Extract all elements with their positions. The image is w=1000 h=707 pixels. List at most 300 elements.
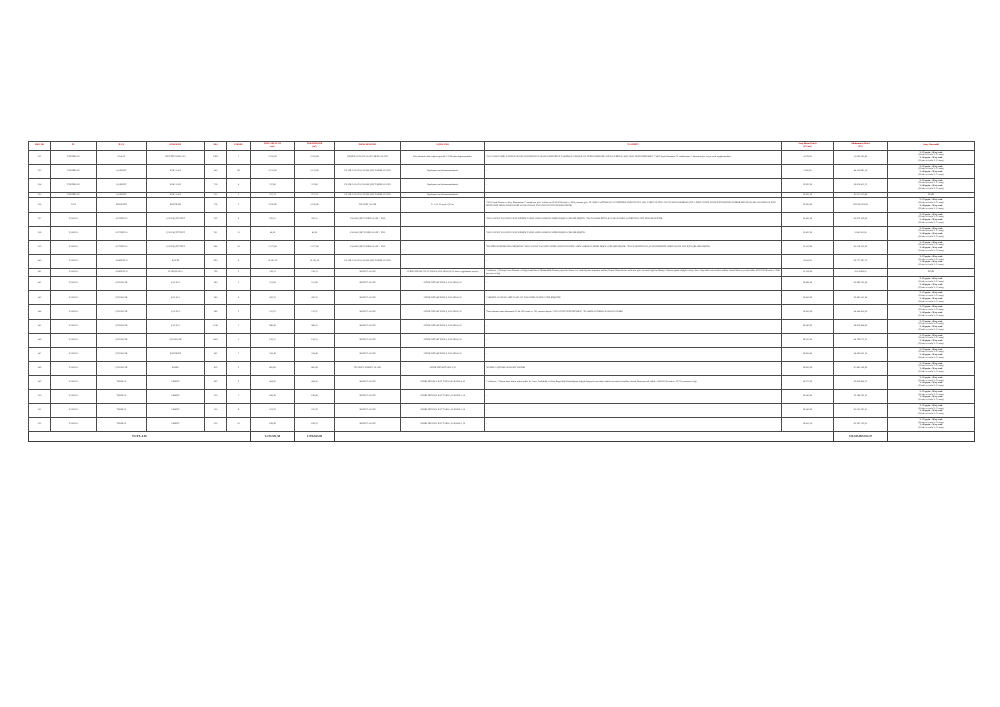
- header-toplam-alan-unit: (m²): [270, 144, 275, 148]
- cell-ada: 2801: [205, 333, 227, 347]
- cell-ada: 944: [205, 240, 227, 254]
- cell-muhammen-bedel: 82.659.664,72: [834, 375, 888, 389]
- cell-il: YALOVA: [51, 212, 97, 226]
- cell-sira-no: 535: [29, 192, 51, 198]
- cell-satis-birim-bedeli: 38.269,00: [782, 319, 834, 333]
- cell-muhammen-bedel: 84.540.456,50: [834, 305, 888, 319]
- cell-ada: 286: [205, 305, 227, 319]
- cell-ilce: ŞARKÖY: [97, 192, 147, 198]
- header-il: [51, 142, 97, 151]
- cell-il: YALOVA: [51, 291, 97, 305]
- cell-taahhut: *KAME LAŞTIRMA KARARI VARDIR: [485, 361, 782, 375]
- cell-toplam-alan: 551,98: [251, 277, 295, 291]
- cell-sira-no: 534: [29, 178, 51, 192]
- cell-toki-hissesi: 10.165,20: [295, 254, 335, 268]
- cell-aciklama: Yapılaşma izni bulunmamaktadır.: [401, 164, 485, 178]
- header-ilce-label: İLÇE: [118, 143, 125, 147]
- satis-alternatifi-line: (Yüzde en fazla % 25 artış): [918, 181, 944, 185]
- cell-imar-durumu: KONUT ALANI: [335, 268, 401, 277]
- satis-alternatifi-line: % 40 peşin - 36 ay vade: [919, 395, 943, 399]
- cell-mahalle-koy: ESENKÖY: [147, 347, 205, 361]
- cell-il: YALOVA: [51, 361, 97, 375]
- satis-alternatifi-line: % 40 peşin - 36 ay vade: [919, 367, 943, 371]
- cell-toki-hissesi: 551,98: [295, 277, 335, 291]
- header-mahalle-koy: [147, 142, 205, 151]
- satis-alternatifi-line: (Yüzde en fazla % 25 artış): [918, 378, 944, 382]
- cell-mahalle-koy: BAYIR: [147, 254, 205, 268]
- satis-alternatifi-line: % 25 peşin - 48 ay vade: [919, 212, 943, 216]
- cell-sira-no: 546: [29, 333, 51, 347]
- cell-sira-no: 537: [29, 212, 51, 226]
- satis-alternatifi-line: % 25 peşin - 48 ay vade: [919, 150, 943, 154]
- table-row: [29, 417, 975, 431]
- cell-parsel: 89: [227, 164, 251, 178]
- cell-toki-hissesi: 317,66: [295, 178, 335, 192]
- cell-parsel: 21: [227, 226, 251, 240]
- cell-satis-alternatifi: [888, 150, 975, 164]
- satis-alternatifi-line: (Yüzde en fazla % 15 artış): [918, 412, 944, 416]
- cell-toki-hissesi: 782,15: [295, 212, 335, 226]
- table-row: [29, 212, 975, 226]
- satis-alternatifi-line: % 25 peşin - 48 ay vade: [919, 240, 943, 244]
- cell-mahalle-koy: AKKÖY: [147, 389, 205, 403]
- table-row: [29, 277, 975, 291]
- satis-alternatifi-line: % 40 peşin - 36 ay vade: [919, 310, 943, 314]
- satis-alternatifi-line: (Yüzde en fazla % 25 artış): [918, 294, 944, 298]
- cell-muhammen-bedel: 84.679.464,00: [834, 319, 888, 333]
- cell-satis-alternatifi: [888, 375, 975, 389]
- cell-mahalle-koy: BÜYÜKYONCALI: [147, 150, 205, 164]
- cell-parsel: 2: [227, 361, 251, 375]
- cell-ilce: ÇINARCIK: [97, 319, 147, 333]
- cell-parsel: 8: [227, 403, 251, 417]
- cell-satis-birim-bedeli: 38.494,00: [782, 277, 834, 291]
- cell-il: YALOVA: [51, 277, 97, 291]
- header-ilce: [97, 142, 147, 151]
- cell-parsel: 4: [227, 178, 251, 192]
- cell-satis-alternatifi: [888, 164, 975, 178]
- cell-ada: 140: [205, 164, 227, 178]
- satis-alternatifi-line: % 40 peşin - 36 ay vade: [919, 296, 943, 300]
- header-sira-no: [29, 142, 51, 151]
- cell-aciklama: [401, 240, 485, 254]
- cell-toplam-alan: 3.220,86: [251, 198, 295, 212]
- header-satis-alternatifi-label: Satış Alternatifi: [923, 143, 939, 147]
- cell-satis-alternatifi: [888, 389, 975, 403]
- cell-satis-birim-bedeli: 38.459,00: [782, 291, 834, 305]
- cell-ada: 2316: [205, 319, 227, 333]
- cell-toki-hissesi: 811,29: [295, 403, 335, 417]
- cell-satis-birim-bedeli: 38.272,00: [782, 375, 834, 389]
- cell-toki-hissesi: 3.220,86: [295, 198, 335, 212]
- header-satis-birim-bedeli-unit: (TL/m2): [803, 144, 812, 148]
- satis-alternatifi-line: % 40 peşin - 36 ay vade: [919, 232, 943, 236]
- cell-taahhut: *3621 Sayılı Kanun ve Kıyı Kanununun 7. maddesine göre belirlenen 09.08.2016 tarih ve 3634 yazısına göre *İLAME LASTİRMASI A TARİHİNDE KURULU İLE 2001 TARİH VE SİTE ADI *KANUN DEMİRLİ ÇİTLA PERİ ANTEN STRECKEN DEĞERLENDİRİLMESİ KARARI ARASINDAN İÇİN MÜTEAKİP, İMAR PARSELLERİ ARAKALMASI ZYASYON HATTI EKLENECEKTİR.: [485, 198, 782, 212]
- header-muhammen-bedel: [834, 142, 888, 151]
- cell-satis-birim-bedeli: 52.832,00: [782, 178, 834, 192]
- table-row: [29, 403, 975, 417]
- cell-ada: 260: [205, 277, 227, 291]
- cell-imar-durumu: 1/50.000 ÇDP TARIM ALANI + YOL: [335, 212, 401, 226]
- header-parsel-label: PARSEL: [233, 143, 243, 147]
- cell-toplam-alan: 865,68: [251, 361, 295, 375]
- cell-sira-no: 541: [29, 268, 51, 277]
- cell-taahhut: -: [485, 347, 782, 361]
- cell-parsel: 1: [227, 319, 251, 333]
- cell-imar-durumu: PLANLI ALAN (1/50.000 ÇDP TARIM ALANI): [335, 178, 401, 192]
- satis-alternatifi-line: (Yüzde en fazla % 15 artış): [918, 370, 944, 373]
- satis-alternatifi-line: % 25 peşin - 48 ay vade: [919, 375, 943, 379]
- header-muhammen-bedel-label: Muhammen Bedel: [851, 142, 870, 145]
- satis-alternatifi-line: (Yüzde en fazla % 15 artış): [918, 285, 944, 289]
- cell-il: TEKİRDAĞ: [51, 150, 97, 164]
- cell-toki-hissesi: 865,68: [295, 361, 335, 375]
- cell-mahalle-koy: ÇAVUŞÇİFTLİĞİ: [147, 240, 205, 254]
- satis-alternatifi-line: % 25 peşin - 48 ay vade: [919, 226, 943, 230]
- cell-il: YALOVA: [51, 375, 97, 389]
- cell-aciklama: AYRIK NİZAM TAKS:0,15 KAKS:0,35: [401, 333, 485, 347]
- cell-il: YALOVA: [51, 254, 97, 268]
- cell-satis-alternatifi: [888, 305, 975, 319]
- header-satis-birim-bedeli: [782, 142, 834, 151]
- cell-toplam-alan: 782,15: [251, 212, 295, 226]
- cell-mahalle-koy: ÇALICA: [147, 319, 205, 333]
- property-sale-table: [28, 141, 975, 442]
- cell-sira-no: 548: [29, 361, 51, 375]
- cell-toplam-alan: 1.577,80: [251, 240, 295, 254]
- cell-toplam-alan: 257,74: [251, 192, 295, 198]
- cell-taahhut: *6831 SAYILI YASANIN 2/B Bİ GİRMİŞ YAZISI ADINA ORMAN SINIRI DIŞINA ÇIKARILMIŞTIR.: [485, 226, 782, 240]
- cell-il: YALOVA: [51, 403, 97, 417]
- satis-alternatifi-line: (Yüzde en fazla % 25 artış): [918, 308, 944, 312]
- cell-muhammen-bedel: 83.891.547,00: [834, 291, 888, 305]
- cell-imar-durumu: KONUT ALANI: [335, 277, 401, 291]
- cell-aciklama: AYRIK NİZAM TAKS:0,15 KAKS:0,35: [401, 305, 485, 319]
- satis-alternatifi-line: (Yüzde en fazla % 15 artış): [918, 263, 944, 267]
- satis-alternatifi-line: (Yüzde en fazla % 25 artış): [918, 392, 944, 396]
- cell-taahhut: *Asıllarıca, 1,60 taşılı Arsa Ürünün ve Değerlendirilmesi Hükümlülük Kurum yapıcılıca direnci ve eksik biçimin taşınmaz naklini, Kurun Hizmetlerine tarifesine göre üzerinde ilgili bu Mahiye. Bakanı günün değişik (eksiye ilave olup sahile tazerinizler tadiline olmak Muteveye tadi edildi. 49113/2016 tarih ve 3942 yazısına isi ilgi.: [485, 268, 782, 277]
- cell-aciklama: AYDIK NİZAM 2 KAT TAKS:1,05 KAKS:1,10: [401, 389, 485, 403]
- satis-alternatifi-line: (Yüzde en fazla % 25 artış): [918, 243, 944, 247]
- satis-alternatifi-line: % 40 peşin - 36 ay vade: [919, 184, 943, 188]
- satis-alternatifi-line: % 25 peşin - 48 ay vade: [919, 319, 943, 323]
- header-il-label: İL: [72, 143, 75, 147]
- cell-parsel: 7: [227, 389, 251, 403]
- cell-satis-birim-bedeli: 53.422,00: [782, 212, 834, 226]
- cell-mahalle-koy: AKKÖY: [147, 403, 205, 417]
- cell-satis-alternatifi: [888, 417, 975, 431]
- cell-toki-hissesi: 5.153,06: [295, 164, 335, 178]
- cell-toki-hissesi: 558,48: [295, 347, 335, 361]
- cell-parsel: 2: [227, 192, 251, 198]
- header-toki-hissesi-label: TOKİ HİSSESİ: [306, 142, 323, 145]
- header-satis-alternatifi: [888, 142, 975, 151]
- cell-toki-hissesi: 257,74: [295, 192, 335, 198]
- cell-ilce: TERMAL: [97, 389, 147, 403]
- header-sira-no-label: SIRA NO: [34, 143, 45, 147]
- cell-satis-birim-bedeli: 1.002,00: [782, 164, 834, 178]
- cell-ada: 319: [205, 212, 227, 226]
- table-row: [29, 150, 975, 164]
- cell-satis-birim-bedeli: 52.258,00: [782, 268, 834, 277]
- cell-aciklama: AYDIK NİZAM 2 KAT TAKS:1,05 KAKS:1,10: [401, 417, 485, 431]
- cell-mahalle-koy: ÇAVUŞÇİFTLİĞİ: [147, 212, 205, 226]
- cell-ada: 718: [205, 198, 227, 212]
- header-ada-label: ADA: [212, 143, 219, 147]
- cell-satis-birim-bedeli: 38.850,00: [782, 361, 834, 375]
- cell-mahalle-koy: AKKÖY: [147, 375, 205, 389]
- total-toplam-alan: 4.135.551,50: [251, 432, 295, 442]
- cell-ilce: ÇINARCIK: [97, 277, 147, 291]
- cell-toki-hissesi: 818,49: [295, 389, 335, 403]
- satis-alternatifi-line: % 25 peşin - 48 ay vade: [919, 198, 943, 202]
- table-total-row: [29, 432, 975, 442]
- cell-sira-no: 536: [29, 198, 51, 212]
- cell-ilce: ARMUTLU: [97, 268, 147, 277]
- cell-parsel: 9: [227, 375, 251, 389]
- cell-il: YALOVA: [51, 268, 97, 277]
- cell-aciklama: E: 1,50, Yençok: 4,50 m: [401, 198, 485, 212]
- cell-aciklama: AYRIK NİZAM 2 KAT TAKS:0,30 KAKS:0,60 (5 metre uygulaması ayrıca): [401, 268, 485, 277]
- cell-toplam-alan: 986,40: [251, 319, 295, 333]
- cell-ilce: ALTINOVA: [97, 212, 147, 226]
- table-row: [29, 164, 975, 178]
- cell-ilce: ÇINARCIK: [97, 291, 147, 305]
- satis-alternatifi-line: % 25 peşin - 48 ay vade: [919, 333, 943, 337]
- satis-alternatifi-line: % 40 peşin - 36 ay vade: [919, 170, 943, 174]
- satis-alternatifi-line: (Yüzde en fazla % 25 artış): [918, 229, 944, 233]
- cell-ilce: ALTINOVA: [97, 240, 147, 254]
- cell-imar-durumu: KONUT ALANI: [335, 389, 401, 403]
- cell-ilce: SARAY: [97, 150, 147, 164]
- table-row: [29, 254, 975, 268]
- cell-imar-durumu: KONUT ALANI: [335, 403, 401, 417]
- cell-aciklama: Yapılaşma izni bulunmamaktadır.: [401, 192, 485, 198]
- cell-mahalle-koy: ÇALICA: [147, 291, 205, 305]
- cell-ada: 520: [205, 417, 227, 431]
- satis-alternatifi-line: (Yüzde en fazla % 25 artış): [918, 350, 944, 354]
- cell-toplam-alan: 558,48: [251, 347, 295, 361]
- satis-alternatifi-line: % 25 peşin - 48 ay vade: [919, 417, 943, 421]
- cell-mahalle-koy: KOCAALİ: [147, 178, 205, 192]
- cell-taahhut: -: [485, 319, 782, 333]
- satis-alternatifi-line: % 25 peşin - 48 ay vade: [919, 305, 943, 309]
- cell-satis-birim-bedeli: 38.255,00: [782, 333, 834, 347]
- satis-alternatifi-line: (Yüzde en fazla % 15 artış): [918, 206, 944, 210]
- table-row: [29, 389, 975, 403]
- cell-aciklama: AYRIK NİZAM TAKS:1,95: [401, 361, 485, 375]
- cell-parsel: 10: [227, 240, 251, 254]
- cell-satis-alternatifi: [888, 277, 975, 291]
- cell-toplam-alan: 10.165,20: [251, 254, 295, 268]
- cell-muhammen-bedel: 3.240.581,00: [834, 226, 888, 240]
- header-toki-hissesi-unit: (m²): [312, 144, 317, 148]
- cell-aciklama: [401, 226, 485, 240]
- cell-muhammen-bedel: 82.989.742,00: [834, 277, 888, 291]
- cell-imar-durumu: TİCARET+KONUT ALANI: [335, 361, 401, 375]
- cell-taahhut: *05.12.2006 TARİH SAYILI BAKANLAR KURULU KARARI GEREĞİNCE TAŞINMAZ GERÇEK VE TÜZEL KİŞİLERE SATIŞ VE KİRALAMA HAK TESİS EDİLEMEZ. *3402 Sayılı Kanunun 22. maddesinin 2. fıkrasına göre beyaz sınır uygulanacaktır.: [485, 150, 782, 164]
- cell-taahhut: *İmar durumu satın almasında 22.04.1025 tarih ve 795 yazısına dayalı *AĞCAN FİLYÜSÜNÜNDER, *İLASMİLAĞTIRMA KARARI VARDIR: [485, 305, 782, 319]
- cell-toki-hissesi: 158,15: [295, 333, 335, 347]
- cell-muhammen-bedel: 85.578.232,00: [834, 240, 888, 254]
- cell-toplam-alan: 811,29: [251, 403, 295, 417]
- cell-aciklama: Yola alınacak olan cephesi genelde 1/1000 plan kapsamındadır.: [401, 150, 485, 164]
- satis-alternatifi-line: % 25 peşin - 48 ay vade: [919, 277, 943, 281]
- cell-sira-no: 545: [29, 319, 51, 333]
- header-ada: [205, 142, 227, 151]
- cell-toplam-alan: 404,26: [251, 375, 295, 389]
- cell-il: YALOVA: [51, 226, 97, 240]
- satis-alternatifi-line: (Yüzde en fazla % 25 artış): [918, 406, 944, 410]
- cell-muhammen-bedel: 90.777.287,76: [834, 254, 888, 268]
- satis-alternatifi-line: (Yüzde en fazla % 15 artış): [918, 186, 944, 190]
- cell-sira-no: 543: [29, 291, 51, 305]
- cell-sira-no: 550: [29, 389, 51, 403]
- cell-imar-durumu: 1/50.000 ÇDP TARIM ALANI + YOL: [335, 226, 401, 240]
- satis-alternatifi-line: % 25 peşin - 48 ay vade: [919, 164, 943, 168]
- cell-ilce: EDREMİT: [97, 198, 147, 212]
- cell-aciklama: AYRIK NİZAM TAKS:0,15 KAKS:0,35: [401, 277, 485, 291]
- cell-sira-no: 539: [29, 240, 51, 254]
- cell-muhammen-bedel: 84.283.001,20: [834, 347, 888, 361]
- cell-satis-alternatifi: [888, 198, 975, 212]
- header-satis-birim-bedeli-label: Satış Birim Bedeli: [798, 142, 817, 145]
- cell-mahalle-koy: AKKÖY: [147, 417, 205, 431]
- satis-alternatifi-line: (Yüzde en fazla % 15 artış): [918, 327, 944, 331]
- cell-toki-hissesi: 2.516,98: [295, 150, 335, 164]
- satis-alternatifi-line: % 25 peşin - 48 ay vade: [919, 361, 943, 365]
- cell-ilce: ÇINARCIK: [97, 305, 147, 319]
- satis-alternatifi-line: % 25 peşin - 48 ay vade: [919, 291, 943, 295]
- satis-alternatifi-line: % 40 peşin - 36 ay vade: [919, 423, 943, 427]
- cell-muhammen-bedel: 82.679.109,38: [834, 212, 888, 226]
- total-end-spacer: [888, 432, 975, 442]
- table-row: [29, 361, 975, 375]
- cell-toki-hissesi: 459,70: [295, 291, 335, 305]
- table-row: [29, 268, 975, 277]
- cell-parsel: 7: [227, 347, 251, 361]
- cell-toki-hissesi: 40,08: [295, 226, 335, 240]
- header-mahalle-koy-label: MAH/KÖY: [169, 143, 182, 147]
- cell-satis-alternatifi: [888, 268, 975, 277]
- cell-taahhut: -: [485, 178, 782, 192]
- cell-sira-no: 551: [29, 403, 51, 417]
- cell-il: YALOVA: [51, 347, 97, 361]
- satis-alternatifi-line: % 40 peşin - 36 ay vade: [919, 339, 943, 343]
- cell-ilce: ÇINARCIK: [97, 361, 147, 375]
- satis-alternatifi-line: % 25 peşin - 48 ay vade: [919, 403, 943, 407]
- cell-satis-alternatifi: [888, 333, 975, 347]
- cell-satis-birim-bedeli: 4.729,00: [782, 150, 834, 164]
- cell-toplam-alan: 818,49: [251, 417, 295, 431]
- cell-satis-birim-bedeli: 33.900,00: [782, 198, 834, 212]
- cell-ada: 990: [205, 254, 227, 268]
- table-row: [29, 291, 975, 305]
- cell-taahhut: *İLGİNİN DURUMUNDA MÜŞKÜLE *6831 SAYILI YASANIN 2/B'Mİ ALIKESİ HAZINE ADINA ORMAN SINIRI DIŞINA ÇIKARILMIŞTIR. *İLGİ PARSELİN 601,41 M2 KISMININ UMDE BAĞLI HAT İÇİN ÇIKARILMIŞTIR.: [485, 240, 782, 254]
- cell-sira-no: 552: [29, 417, 51, 431]
- satis-alternatifi-line: % 40 peşin - 36 ay vade: [919, 282, 943, 286]
- satis-alternatifi-line: % 40 peşin - 36 ay vade: [919, 409, 943, 413]
- satis-alternatifi-line: (Yüzde en fazla % 15 artış): [918, 234, 944, 238]
- cell-imar-durumu: KONUT ALANI: [335, 305, 401, 319]
- satis-alternatifi-line: (Yüzde en fazla % 25 artış): [918, 201, 944, 205]
- satis-alternatifi-line: % 40 peşin - 36 ay vade: [919, 246, 943, 250]
- satis-alternatifi-line: (Yüzde en fazla % 15 artış): [918, 355, 944, 359]
- cell-ada: 260: [205, 291, 227, 305]
- satis-alternatifi-line: (Yüzde en fazla % 15 artış): [918, 313, 944, 317]
- cell-aciklama: AYDIK NİZAM 2 KAT TAKS:1,05 KAKS:1,10: [401, 403, 485, 417]
- cell-taahhut: *6831 SAYILI YASANIN 2/B Bİ GİRMİŞ YAZISI ADINA ORMAN SINIRI DIŞINA ÇIKARILMIŞTIR. *İLGİ PARSELİNİN 146.32 M2 KAMULAŞTIRTON HATTI EKLENECEKTİR.: [485, 212, 782, 226]
- cell-il: TEKİRDAĞ: [51, 164, 97, 178]
- header-taahhut: [485, 142, 782, 151]
- cell-muhammen-bedel: 11.900.145,60: [834, 150, 888, 164]
- cell-ilce: TERMAL: [97, 375, 147, 389]
- total-toki-hissesi: 3.976.623,84: [295, 432, 335, 442]
- cell-satis-birim-bedeli: 38.430,00: [782, 347, 834, 361]
- cell-il: TEKİRDAĞ: [51, 178, 97, 192]
- cell-ada: 213: [205, 192, 227, 198]
- cell-muhammen-bedel: 87.681.568,00: [834, 361, 888, 375]
- cell-satis-birim-bedeli: 38.411,00: [782, 417, 834, 431]
- cell-parsel: 7: [227, 150, 251, 164]
- satis-alternatifi-line: (Yüzde en fazla % 25 artış): [918, 322, 944, 326]
- cell-satis-birim-bedeli: 52.832,00: [782, 192, 834, 198]
- cell-muhammen-bedel: 81.013.119,68: [834, 192, 888, 198]
- satis-alternatifi-line: (Yüzde en fazla % 15 artış): [918, 172, 944, 176]
- table-row: [29, 240, 975, 254]
- satis-alternatifi-line: (Yüzde en fazla % 15 artış): [918, 299, 944, 303]
- header-toplam-alan: [251, 142, 295, 151]
- cell-parsel: 6: [227, 212, 251, 226]
- table-row: [29, 375, 975, 389]
- cell-toplam-alan: 512,97: [251, 305, 295, 319]
- satis-alternatifi-line: (Yüzde en fazla % 25 artış): [918, 215, 944, 219]
- cell-toplam-alan: 218,31: [251, 268, 295, 277]
- cell-il: YALOVA: [51, 305, 97, 319]
- cell-il: YALOVA: [51, 333, 97, 347]
- cell-satis-alternatifi: [888, 240, 975, 254]
- header-toki-hissesi: [295, 142, 335, 151]
- cell-imar-durumu: KONUT ALANI: [335, 333, 401, 347]
- cell-ilce: ÇINARCIK: [97, 347, 147, 361]
- satis-alternatifi-line: % 40 peşin - 36 ay vade: [919, 325, 943, 329]
- cell-mahalle-koy: KOCAALİ: [147, 192, 205, 198]
- cell-mahalle-koy: ÇALICA: [147, 277, 205, 291]
- cell-sira-no: 549: [29, 375, 51, 389]
- table-row: [29, 319, 975, 333]
- cell-taahhut: *Asıllarıca; * Kurun tüme birine aşılan şehke ile Corse, İndirildik ve Büro Başçekliği Bakanlığının değişik İstişaylar üzerinlişi sahilin tazerinizler hadiline olarak Huzirrya tadi edildi - (2000/2526 tarih ve 33719 yazısına isi ilgi.: [485, 375, 782, 389]
- header-aciklama: [401, 142, 485, 151]
- cell-ada: 1969: [205, 150, 227, 164]
- cell-sira-no: 532: [29, 150, 51, 164]
- satis-alternatifi-line: (Yüzde en fazla % 25 artış): [918, 420, 944, 424]
- cell-imar-durumu: KONUT ALANI: [335, 375, 401, 389]
- table-header: [29, 142, 975, 151]
- satis-alternatifi-line: % 25 peşin - 48 ay vade: [919, 347, 943, 351]
- cell-ilce: TERMAL: [97, 417, 147, 431]
- cell-muhammen-bedel: 10.14.894,55: [834, 268, 888, 277]
- cell-sira-no: 544: [29, 305, 51, 319]
- cell-ada: 520: [205, 403, 227, 417]
- cell-il: YALOVA: [51, 319, 97, 333]
- cell-muhammen-bedel: 819.030.476,00: [834, 198, 888, 212]
- cell-ada: 798: [205, 268, 227, 277]
- header-muhammen-bedel-unit: (TL): [858, 144, 863, 148]
- satis-alternatifi-line: % 40 peşin - 36 ay vade: [919, 204, 943, 208]
- table-body: [29, 150, 975, 442]
- cell-toki-hissesi: 218,31: [295, 268, 335, 277]
- satis-alternatifi-line: (Yüzde en fazla % 15 artış): [918, 398, 944, 402]
